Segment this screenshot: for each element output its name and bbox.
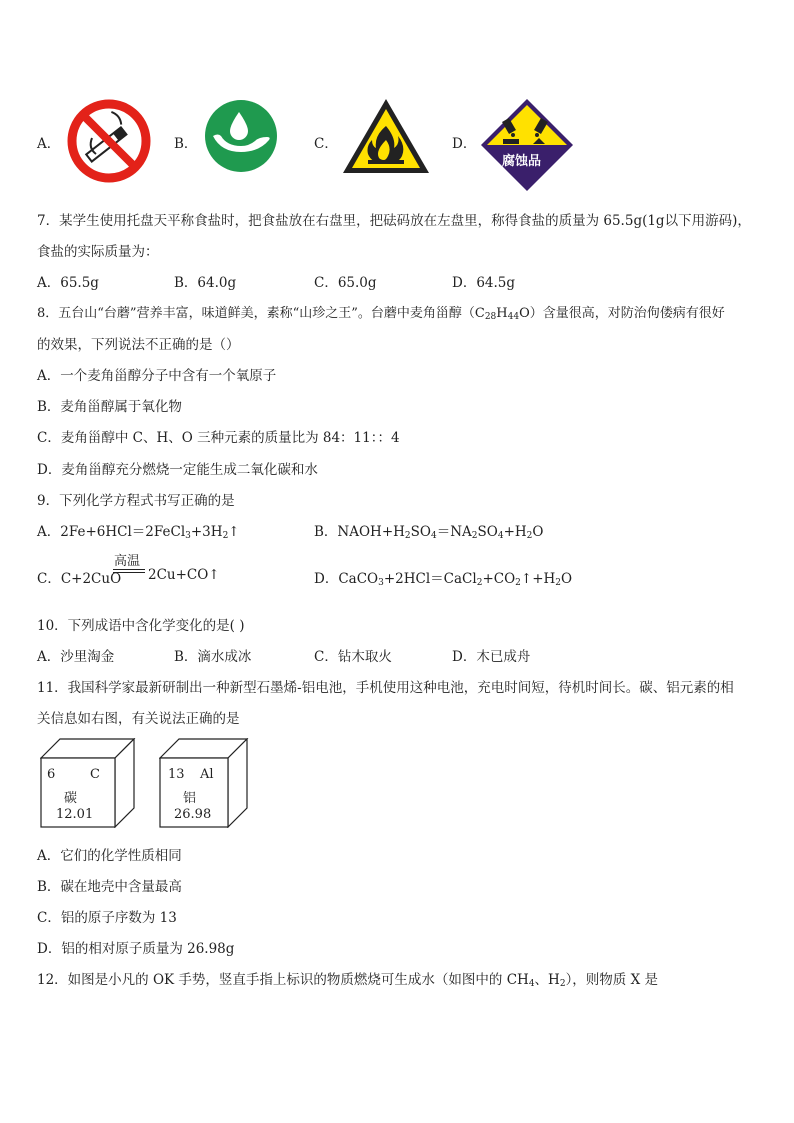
q9-stem: 9．下列化学方程式书写正确的是	[37, 493, 235, 509]
q11-option-b: B．碳在地壳中含量最高	[37, 879, 182, 895]
q8-option-a: A．一个麦角甾醇分子中含有一个氧原子	[37, 368, 277, 384]
water-saving-icon	[203, 98, 279, 174]
q8-option-b: B．麦角甾醇属于氧化物	[37, 399, 182, 415]
aluminum-name: 铝	[183, 791, 197, 806]
option-a-label: A．	[37, 136, 61, 152]
aluminum-atomic-number: 13	[168, 767, 185, 782]
carbon-atomic-mass: 12.01	[56, 807, 94, 822]
aluminum-atomic-mass: 26.98	[174, 807, 212, 822]
q10-stem: 10．下列成语中含化学变化的是( )	[37, 618, 245, 634]
q11-option-a: A．它们的化学性质相同	[37, 848, 182, 864]
corrosive-warning-icon	[479, 97, 575, 193]
option-d-label: D．	[452, 136, 477, 152]
q11-stem-line1: 11．我国科学家最新研制出一种新型石墨烯-铝电池，手机使用这种电池，充电时间短，待机时间长。碳、铝元素的相	[37, 680, 734, 696]
q9-option-b: B．$NAOH+H_2SO_4=NA_2SO_4+H_2O$	[314, 524, 544, 541]
q11-option-c: C．铝的原子序数为 13	[37, 910, 177, 926]
q9-option-c-right: 2Cu+CO↑	[148, 567, 220, 583]
q7-stem-line2: 食盐的实际质量为：	[37, 244, 159, 260]
carbon-symbol: C	[90, 767, 100, 782]
q7-option-d: D．64.5g	[452, 275, 516, 291]
q10-option-a: A．沙里淘金	[37, 649, 115, 665]
q10-option-b: B．滴水成冰	[174, 649, 252, 665]
q7-option-a: A．65.5g	[37, 275, 99, 291]
q7-stem-line1: 7．某学生使用托盘天平称食盐时，把食盐放在右盘里，把砝码放在左盘里，称得食盐的质量为 65.5g(1g以下用游码)，	[37, 213, 751, 229]
q8-stem-line2: 的效果，下列说法不正确的是（）	[37, 337, 240, 353]
q8-option-c: C．麦角甾醇中 C、H、O 三种元素的质量比为 84：11：：4	[37, 430, 400, 446]
no-smoking-icon	[66, 98, 152, 184]
q12-stem: 12．如图是小凡的 OK 手势，竖直手指上标识的物质燃烧可生成水（如图中的 $CH_4$、$H_2$），则物质 X 是	[37, 972, 659, 989]
carbon-name: 碳	[64, 791, 78, 806]
q11-option-d: D．铝的相对原子质量为 26.98g	[37, 941, 235, 957]
option-b-label: B．	[174, 136, 198, 152]
equals-sign-icon	[113, 569, 145, 573]
flammable-warning-icon	[340, 96, 432, 176]
q8-option-d: D．麦角甾醇充分燃烧一定能生成二氧化碳和水	[37, 462, 318, 478]
q7-option-b: B．64.0g	[174, 275, 237, 291]
q10-option-d: D．木已成舟	[452, 649, 531, 665]
q9-option-d: D．$CaCO_3+2HCl=CaCl_2+CO_2↑+H_2O$	[314, 571, 573, 588]
q9-option-c-left: C．C+2CuO	[37, 571, 122, 587]
q9-reaction-condition: 高温	[114, 554, 141, 569]
aluminum-symbol: Al	[200, 767, 214, 782]
q8-stem-line1: 8．五台山“台蘑”营养丰富，味道鲜美，素称“山珍之王”。台蘑中麦角甾醇$(C_{28}H_{44}O)$含量很高，对防治佝偻病有很好	[37, 306, 725, 322]
carbon-atomic-number: 6	[47, 767, 56, 782]
q9-option-a: A．$2Fe+6HCl=2FeCl_3+3H_2↑$	[37, 524, 240, 541]
q10-option-c: C．钻木取火	[314, 649, 392, 665]
corrosive-sign-label: 腐蚀品	[502, 154, 542, 169]
option-c-label: C．	[314, 136, 338, 152]
q7-option-c: C．65.0g	[314, 275, 377, 291]
q11-stem-line2: 关信息如右图，有关说法正确的是	[37, 711, 240, 727]
